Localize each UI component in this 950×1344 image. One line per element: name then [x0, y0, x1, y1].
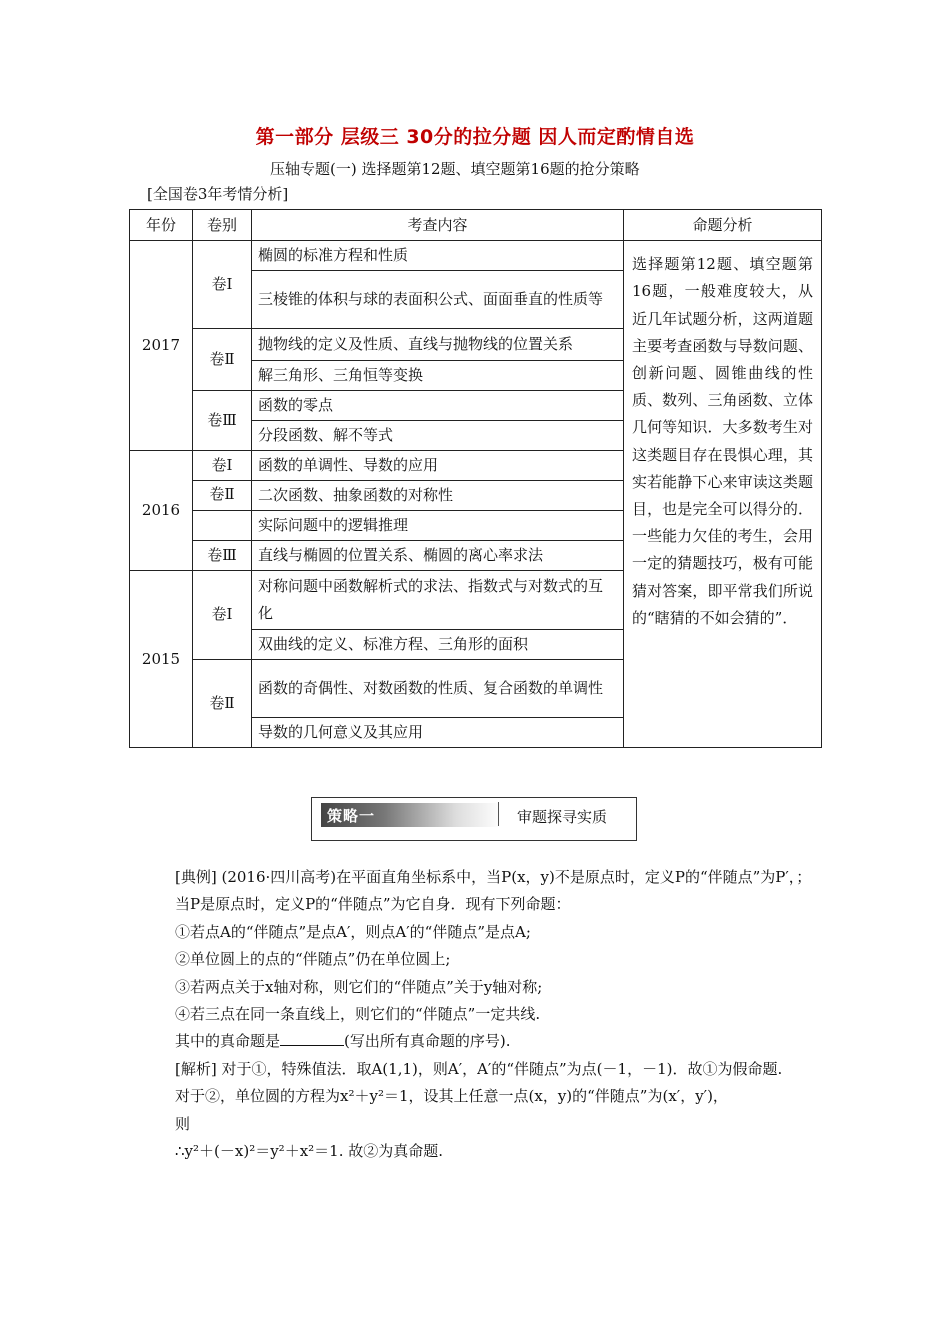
content-cell: 函数的奇偶性、对数函数的性质、复合函数的单调性	[252, 659, 624, 717]
volume-cell: 卷Ⅰ	[193, 241, 252, 329]
solution-part-1: [解析] 对于①，特殊值法．取A(1,1)，则A′，A′的“伴随点”为点(－1，－1)．故①为假命题.	[175, 1059, 783, 1078]
solution-part-2: 对于②，单位圆的方程为x²＋y²＝1，设其上任意一点(x，y)的“伴随点”为(x′，y′)，	[175, 1087, 728, 1106]
content-cell: 实际问题中的逻辑推理	[252, 511, 624, 541]
solution-conclusion: ∴y²＋(－x)²＝y²＋x²＝1. 故②为真命题.	[175, 1142, 444, 1161]
year-cell: 2017	[130, 241, 193, 451]
volume-cell-empty	[193, 511, 252, 541]
volume-cell: 卷Ⅲ	[193, 541, 252, 571]
volume-cell: 卷Ⅱ	[193, 329, 252, 390]
content-cell: 对称问题中函数解析式的求法、指数式与对数式的互化	[252, 571, 624, 629]
example-section	[145, 864, 817, 1165]
year-cell: 2016	[130, 450, 193, 570]
content-cell: 解三角形、三角恒等变换	[252, 360, 624, 390]
strategy-banner	[311, 797, 637, 841]
content-cell: 导数的几何意义及其应用	[252, 717, 624, 747]
example-intro: [典例] (2016·四川高考)在平面直角坐标系中，当P(x，y)不是原点时，定义P的“伴随点”为P′，；当P是原点时，定义P的“伴随点”为它自身．现有下列命题：	[175, 868, 812, 914]
question-suffix: (写出所有真命题的序号).	[344, 1032, 511, 1051]
year-cell: 2015	[130, 571, 193, 748]
question-line	[145, 1028, 817, 1055]
volume-cell: 卷Ⅰ	[193, 450, 252, 480]
analysis-cell: 选择题第12题、填空题第16题，一般难度较大，从近几年试题分析，这两道题主要考查函数与导数问题、创新问题、圆锥曲线的性质、数列、三角函数、立体几何等知识．大多数考生对这类题目存在畏惧心理，其实若能静下心来审读这类题目，也是完全可以得分的．一些能力欠佳的考生，会用一定的猜题技巧，极有可能猜对答案，即平常我们所说的“瞎猜的不如会猜的”．	[624, 241, 822, 748]
header-analysis: 命题分析	[624, 210, 822, 241]
proposition-4: ④若三点在同一条直线上，则它们的“伴随点”一定共线.	[175, 1005, 541, 1024]
table-caption: [全国卷3年考情分析]	[147, 185, 289, 203]
exam-analysis-table	[129, 209, 822, 748]
header-content: 考查内容	[252, 210, 624, 241]
content-cell: 分段函数、解不等式	[252, 420, 624, 450]
answer-blank	[280, 1031, 344, 1046]
proposition-3: ③若两点关于x轴对称，则它们的“伴随点”关于y轴对称;	[175, 977, 543, 996]
content-cell: 二次函数、抽象函数的对称性	[252, 480, 624, 510]
header-volume: 卷别	[193, 210, 252, 241]
proposition-1: ①若点A的“伴随点”是点A′，则点A′的“伴随点”是点A;	[175, 922, 531, 941]
table-header-row	[130, 210, 822, 241]
volume-cell: 卷Ⅲ	[193, 390, 252, 450]
strategy-title: 审题探寻实质	[517, 808, 608, 826]
content-cell: 抛物线的定义及性质、直线与抛物线的位置关系	[252, 329, 624, 360]
strategy-tab	[321, 803, 501, 827]
strategy-tab-label: 策略一	[327, 807, 376, 825]
question-prefix: 其中的真命题是	[175, 1032, 281, 1051]
solution-then: 则	[175, 1114, 191, 1133]
volume-cell: 卷Ⅱ	[193, 480, 252, 510]
banner-divider	[498, 802, 499, 826]
page-subtitle: 压轴专题(一) 选择题第12题、填空题第16题的抢分策略	[270, 160, 640, 178]
content-cell: 双曲线的定义、标准方程、三角形的面积	[252, 629, 624, 659]
volume-cell: 卷Ⅱ	[193, 659, 252, 747]
volume-cell: 卷Ⅰ	[193, 571, 252, 659]
content-cell: 三棱锥的体积与球的表面积公式、面面垂直的性质等	[252, 271, 624, 329]
content-cell: 直线与椭圆的位置关系、椭圆的离心率求法	[252, 541, 624, 571]
page-title: 第一部分 层级三 30分的拉分题 因人而定酌情自选	[255, 126, 695, 148]
header-year: 年份	[130, 210, 193, 241]
proposition-2: ②单位圆上的点的“伴随点”仍在单位圆上;	[175, 950, 451, 969]
content-cell: 椭圆的标准方程和性质	[252, 241, 624, 271]
content-cell: 函数的零点	[252, 390, 624, 420]
content-cell: 函数的单调性、导数的应用	[252, 450, 624, 480]
